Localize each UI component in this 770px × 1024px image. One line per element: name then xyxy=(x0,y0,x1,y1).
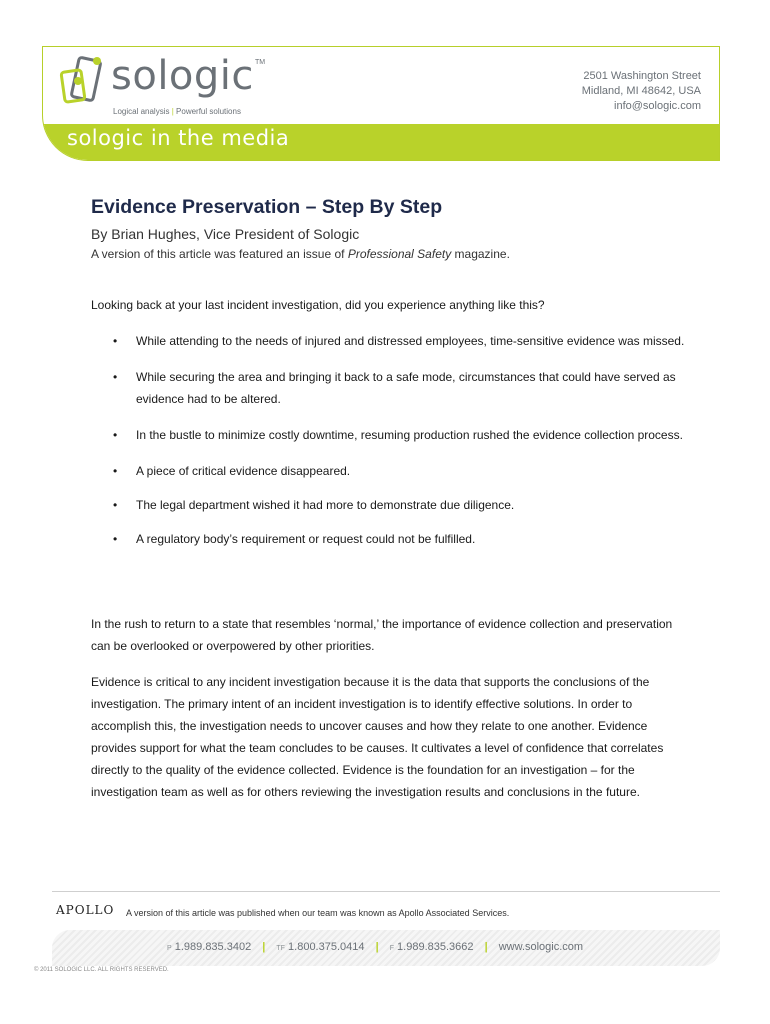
article-byline: By Brian Hughes, Vice President of Sologic xyxy=(91,226,360,242)
website-link[interactable]: www.sologic.com xyxy=(498,941,584,953)
intro-paragraph: Looking back at your last incident investigation, did you experience anything like this? xyxy=(91,298,545,312)
address-city: Midland, MI 48642, USA xyxy=(581,85,701,97)
list-item-text: While attending to the needs of injured and distressed employees, time-sensitive evidence was missed. xyxy=(136,334,685,348)
magazine-name: Professional Safety xyxy=(347,247,452,261)
list-item xyxy=(91,528,691,550)
sologic-logo-icon xyxy=(57,53,109,111)
tagline-left: Logical analysis xyxy=(113,107,170,116)
list-item-text: In the bustle to minimize costly downtime, resuming production rushed the evidence collection process. xyxy=(136,428,683,442)
tollfree-label: TF xyxy=(276,945,285,952)
article-title: Evidence Preservation – Step By Step xyxy=(91,196,443,218)
trademark-symbol: TM xyxy=(255,59,266,66)
paragraph-rush: In the rush to return to a state that resembles ‘normal,’ the importance of evidence collection and preservation can be overlooked or overpowered by other priorities. xyxy=(91,617,673,653)
fax-label: F xyxy=(389,945,394,952)
bullet-dot: • xyxy=(113,334,118,348)
featured-note xyxy=(91,247,510,261)
list-item-text: While securing the area and bringing it back to a safe mode, circumstances that could have served as evidence had to be altered. xyxy=(136,370,676,406)
fax-number: 1.989.835.3662 xyxy=(397,941,474,953)
featured-suffix: magazine. xyxy=(451,247,510,261)
bullet-dot: • xyxy=(113,498,118,512)
phone-number: 1.989.835.3402 xyxy=(174,941,252,953)
tollfree-number: 1.800.375.0414 xyxy=(288,941,365,953)
contact-separator: | xyxy=(484,941,488,953)
media-band-title: sologic in the media xyxy=(67,126,290,150)
list-item xyxy=(91,330,691,352)
logo-wordmark: sologic xyxy=(111,53,254,99)
bullet-dot: • xyxy=(113,532,118,546)
contact-separator: | xyxy=(262,941,266,953)
tagline-separator: | xyxy=(171,107,174,116)
apollo-logo: APOLLO xyxy=(56,903,115,917)
bullet-dot: • xyxy=(113,428,118,442)
phone-label: P xyxy=(167,945,172,952)
paragraph-evidence: Evidence is critical to any incident investigation because it is the data that supports the conclusions of the investigation. The primary intent of an incident investigation is to identify effective solutions. In order to accomplish this, the investigation needs to uncover causes and how they relate to one another. Evidence provides support for what the team concludes to be causes. It cultivates a level of confidence that correlates directly to the quality of the evidence collected. Evidence is the foundation for an investigation – for the investigation team as well as for others reviewing the investigation results and conclusions in the future. xyxy=(91,675,664,799)
logo-tagline xyxy=(113,107,241,116)
address-email: info@sologic.com xyxy=(614,100,701,112)
letterhead xyxy=(42,46,720,161)
list-item-text: The legal department wished it had more to demonstrate due diligence. xyxy=(136,498,515,512)
address-street: 2501 Washington Street xyxy=(583,70,701,82)
contact-row xyxy=(167,941,583,953)
list-item-text: A piece of critical evidence disappeared. xyxy=(136,464,351,478)
list-item xyxy=(91,424,691,446)
contact-band xyxy=(52,930,720,966)
copyright-notice: © 2011 SOLOGIC LLC. ALL RIGHTS RESERVED. xyxy=(34,967,169,973)
bullet-dot: • xyxy=(113,464,118,478)
list-item-text: A regulatory body’s requirement or request could not be fulfilled. xyxy=(136,532,476,546)
media-band xyxy=(43,124,719,160)
apollo-note: A version of this article was published when our team was known as Apollo Associated Services. xyxy=(126,908,510,918)
list-item xyxy=(91,494,691,516)
bullet-dot: • xyxy=(113,370,118,384)
contact-separator: | xyxy=(375,941,379,953)
list-item xyxy=(91,460,691,482)
bullet-list xyxy=(91,330,691,564)
tagline-right: Powerful solutions xyxy=(176,107,241,116)
featured-text: A version of this article was featured an issue of xyxy=(91,247,348,261)
company-address xyxy=(582,69,701,114)
list-item xyxy=(91,366,691,410)
footer-divider xyxy=(52,891,720,892)
